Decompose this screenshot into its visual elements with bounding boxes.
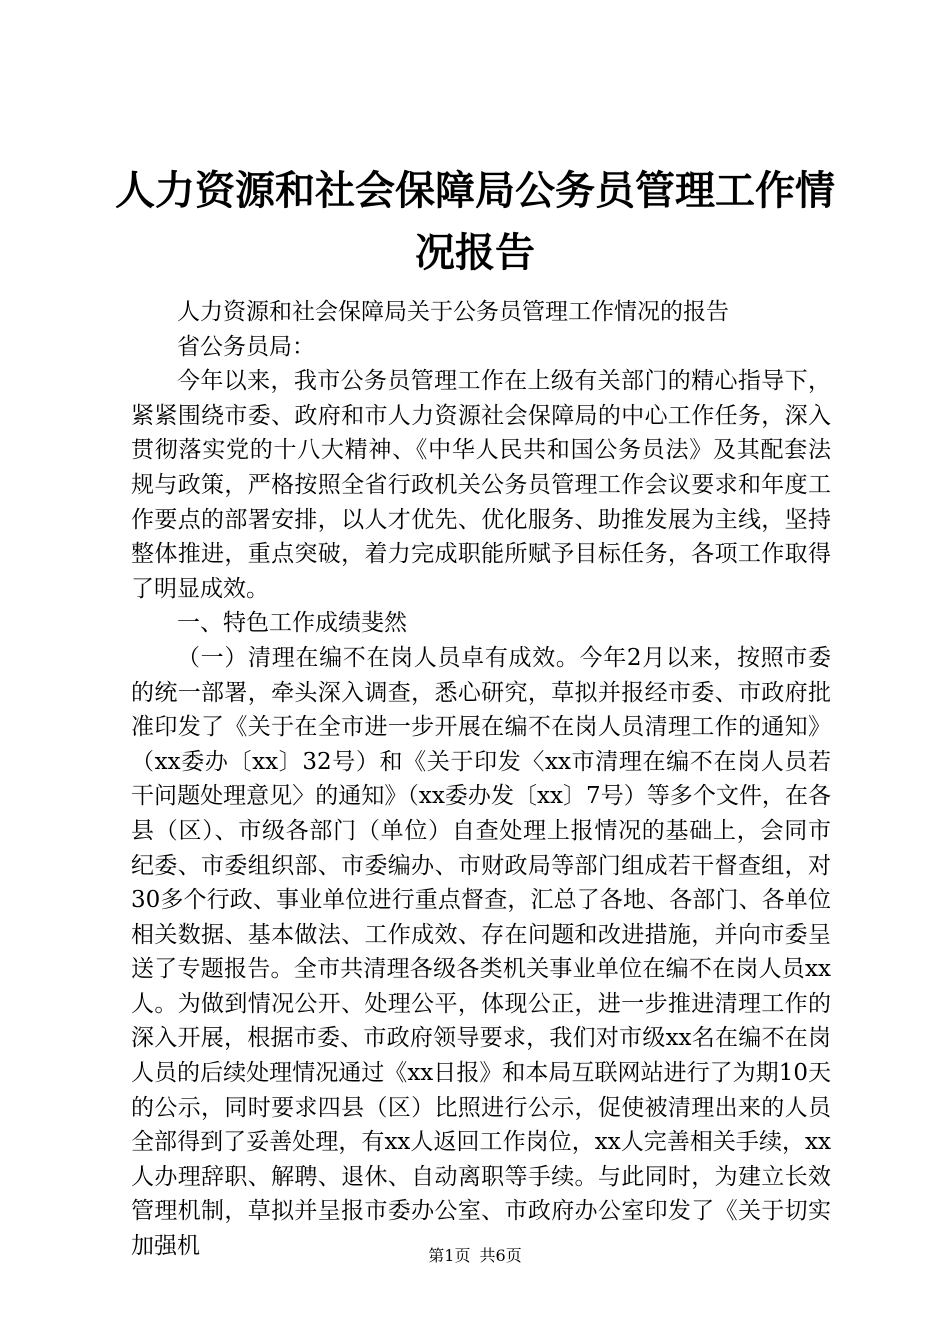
- page-footer: [0, 1243, 950, 1266]
- page-number: 第1页: [428, 1246, 471, 1265]
- salutation: 省公务员局：: [177, 333, 315, 360]
- body-paragraph: （一）清理在编不在岗人员卓有成效。今年2月以来，按照市委的统一部署，牵头深入调查，悉心研究，草拟并报经市委、市政府批准印发了《关于在全市进一步开展在编不在岗人员清理工作的通知》（xx委办〔xx〕32号）和《关于印发〈xx市清理在编不在岗人员若干问题处理意见〉的通知》（xx委办发〔xx〕7号）等多个文件，在各县（区）、市级各部门（单位）自查处理上报情况的基础上，会同市纪委、市委组织部、市委编办、市财政局等部门组成若干督查组，对30多个行政、事业单位进行重点督查，汇总了各地、各部门、各单位相关数据、基本做法、工作成效、存在问题和改进措施，并向市委呈送了专题报告。全市共清理各级各类机关事业单位在编不在岗人员xx人。为做到情况公开、处理公平，体现公正，进一步推进清理工作的深入开展，根据市委、市政府领导要求，我们对市级xx名在编不在岗人员的后续处理情况通过《xx日报》和本局互联网站进行了为期10天的公示，同时要求四县（区）比照进行公示，促使被清理出来的人员全部得到了妥善处理，有xx人返回工作岗位，xx人完善相关手续，xx人办理辞职、解聘、退休、自动离职等手续。与此同时，为建立长效管理机制，草拟并呈报市委办公室、市政府办公室印发了《关于切实加强机: [131, 644, 831, 1260]
- report-heading: 人力资源和社会保障局关于公务员管理工作情况的报告: [177, 299, 729, 325]
- document-title: 人力资源和社会保障局公务员管理工作情况报告: [115, 167, 835, 276]
- body-paragraph: 今年以来，我市公务员管理工作在上级有关部门的精心指导下，紧紧围绕市委、政府和市人力资源社会保障局的中心工作任务，深入贯彻落实党的十八大精神、《中华人民共和国公务员法》及其配套法规与政策，严格按照全省行政机关公务员管理工作会议要求和年度工作要点的部署安排，以人才优先、优化服务、助推发展为主线，坚持整体推进，重点突破，着力完成职能所赋予目标任务，各项工作取得了明显成效。: [131, 368, 831, 602]
- document-body: [131, 295, 831, 1264]
- section-heading: 一、特色工作成绩斐然: [177, 610, 407, 637]
- page-total: 共6页: [479, 1246, 522, 1265]
